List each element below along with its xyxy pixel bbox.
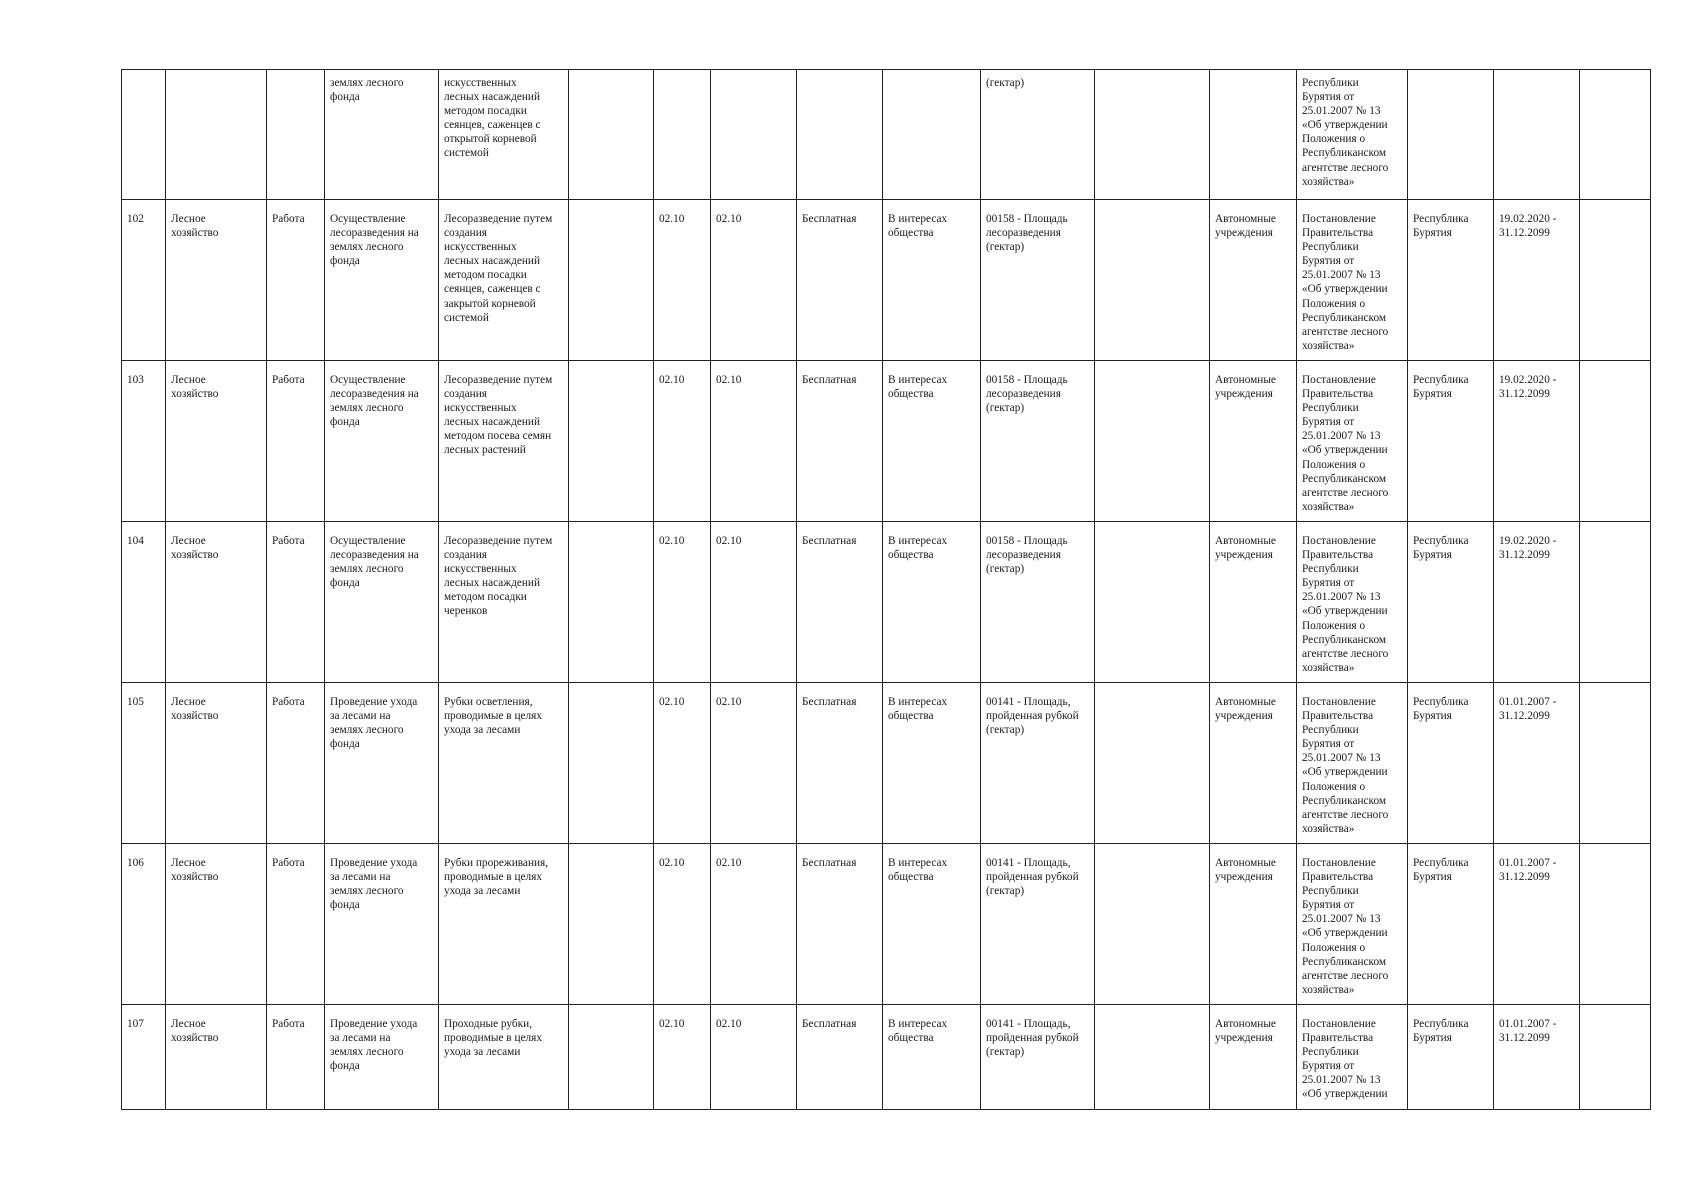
sector-text: Лесное хозяйство [171, 696, 219, 723]
legal-basis-text: Республики Бурятия от 25.01.2007 № 13 «Об утверждении Положения о Республиканском агентстве лесного хозяйства» [1302, 77, 1389, 188]
legal-basis-cell [1297, 1005, 1408, 1110]
kind-cell [267, 683, 325, 844]
code-text: 02.10 [659, 857, 685, 869]
payment-type-cell [797, 844, 883, 1005]
empty-cell [1095, 844, 1210, 1005]
row-number-text: 104 [127, 535, 144, 547]
consumer-cell [883, 522, 981, 683]
legal-basis-cell [1297, 683, 1408, 844]
level-text: Республика Бурятия [1413, 535, 1469, 562]
code-cell [654, 200, 711, 361]
service-content-cell [439, 522, 569, 683]
payment-type-text: Бесплатная [802, 535, 857, 547]
empty-cell [1580, 683, 1651, 844]
empty-cell [1580, 522, 1651, 683]
consumer-cell [883, 1005, 981, 1110]
institution-type-cell [1210, 522, 1297, 683]
service-content-cell [439, 683, 569, 844]
legal-basis-cell [1297, 844, 1408, 1005]
registry-table [121, 69, 1651, 1110]
level-text: Республика Бурятия [1413, 696, 1469, 723]
service-name-cell [325, 1005, 439, 1110]
validity-period-cell [1494, 361, 1580, 522]
payment-type-cell [797, 70, 883, 200]
service-content-cell [439, 1005, 569, 1110]
code-text: 02.10 [659, 535, 685, 547]
empty-cell [1095, 70, 1210, 200]
payment-type-text: Бесплатная [802, 857, 857, 869]
validity-period-cell [1494, 844, 1580, 1005]
validity-period-text: 19.02.2020 - 31.12.2099 [1499, 213, 1557, 240]
payment-type-cell [797, 200, 883, 361]
institution-type-cell [1210, 200, 1297, 361]
indicator-text: 00158 - Площадь лесоразведения (гектар) [986, 213, 1068, 254]
payment-type-text: Бесплатная [802, 374, 857, 386]
kind-text: Работа [272, 696, 305, 708]
legal-basis-cell [1297, 522, 1408, 683]
empty-cell [569, 844, 654, 1005]
validity-period-text: 19.02.2020 - 31.12.2099 [1499, 535, 1557, 562]
legal-basis-text: Постановление Правительства Республики Бурятия от 25.01.2007 № 13 «Об утверждении [1302, 1018, 1388, 1101]
payment-type-cell [797, 683, 883, 844]
institution-type-text: Автономные учреждения [1215, 535, 1276, 562]
validity-period-text: 01.01.2007 - 31.12.2099 [1499, 857, 1557, 884]
kind-cell [267, 200, 325, 361]
code-cell [711, 844, 797, 1005]
kind-text: Работа [272, 535, 305, 547]
level-cell [1408, 70, 1494, 200]
sector-cell [166, 683, 267, 844]
sector-text: Лесное хозяйство [171, 857, 219, 884]
service-content-text: искусственных лесных насаждений методом посадки сеянцев, саженцев с открытой корневой системой [444, 77, 541, 160]
service-name-cell [325, 844, 439, 1005]
kind-cell [267, 70, 325, 200]
level-cell [1408, 1005, 1494, 1110]
payment-type-cell [797, 522, 883, 683]
service-content-text: Рубки осветления, проводимые в целях ухода за лесами [444, 696, 542, 737]
kind-text: Работа [272, 213, 305, 225]
code-cell [711, 683, 797, 844]
service-content-cell [439, 200, 569, 361]
service-content-text: Лесоразведение путем создания искусственных лесных насаждений методом посадки сеянцев, саженцев с закрытой корневой системой [444, 213, 553, 324]
indicator-text: 00158 - Площадь лесоразведения (гектар) [986, 535, 1068, 576]
validity-period-cell [1494, 70, 1580, 200]
table-row [122, 1005, 1651, 1110]
validity-period-text: 01.01.2007 - 31.12.2099 [1499, 696, 1557, 723]
consumer-text: В интересах общества [888, 535, 948, 562]
sector-cell [166, 522, 267, 683]
row-number-cell [122, 1005, 166, 1110]
empty-cell [1095, 683, 1210, 844]
code-cell [654, 522, 711, 683]
validity-period-text: 19.02.2020 - 31.12.2099 [1499, 374, 1557, 401]
empty-cell [569, 200, 654, 361]
level-text: Республика Бурятия [1413, 1018, 1469, 1045]
sector-text: Лесное хозяйство [171, 213, 219, 240]
sector-text: Лесное хозяйство [171, 1018, 219, 1045]
row-number-text: 102 [127, 213, 144, 225]
service-name-text: Осуществление лесоразведения на землях лесного фонда [330, 213, 419, 268]
legal-basis-text: Постановление Правительства Республики Бурятия от 25.01.2007 № 13 «Об утверждении Положения о Республиканском агентстве лесного хозяйства» [1302, 213, 1389, 352]
code-text: 02.10 [659, 1018, 685, 1030]
code-cell [654, 683, 711, 844]
table-row [122, 683, 1651, 844]
institution-type-cell [1210, 844, 1297, 1005]
row-number-text: 107 [127, 1018, 144, 1030]
consumer-text: В интересах общества [888, 374, 948, 401]
legal-basis-cell [1297, 361, 1408, 522]
payment-type-cell [797, 361, 883, 522]
indicator-cell [981, 844, 1095, 1005]
service-content-cell [439, 361, 569, 522]
code-cell [711, 200, 797, 361]
code-cell [711, 361, 797, 522]
row-number-cell [122, 361, 166, 522]
empty-cell [1095, 1005, 1210, 1110]
consumer-cell [883, 70, 981, 200]
validity-period-cell [1494, 683, 1580, 844]
consumer-cell [883, 683, 981, 844]
payment-type-text: Бесплатная [802, 213, 857, 225]
service-name-cell [325, 70, 439, 200]
sector-cell [166, 844, 267, 1005]
level-cell [1408, 844, 1494, 1005]
service-content-text: Лесоразведение путем создания искусственных лесных насаждений методом посева семян лесных растений [444, 374, 553, 457]
service-name-text: Осуществление лесоразведения на землях лесного фонда [330, 374, 419, 429]
legal-basis-text: Постановление Правительства Республики Бурятия от 25.01.2007 № 13 «Об утверждении Положения о Республиканском агентстве лесного хозяйства» [1302, 535, 1389, 674]
code-cell [654, 361, 711, 522]
indicator-cell [981, 200, 1095, 361]
service-name-cell [325, 200, 439, 361]
code-text: 02.10 [716, 1018, 742, 1030]
indicator-cell [981, 522, 1095, 683]
row-number-text: 103 [127, 374, 144, 386]
code-text: 02.10 [716, 213, 742, 225]
level-cell [1408, 522, 1494, 683]
legal-basis-text: Постановление Правительства Республики Бурятия от 25.01.2007 № 13 «Об утверждении Положения о Республиканском агентстве лесного хозяйства» [1302, 857, 1389, 996]
indicator-text: 00141 - Площадь, пройденная рубкой (гектар) [986, 1018, 1079, 1059]
row-number-text: 105 [127, 696, 144, 708]
institution-type-text: Автономные учреждения [1215, 374, 1276, 401]
table-row [122, 200, 1651, 361]
empty-cell [569, 1005, 654, 1110]
institution-type-text: Автономные учреждения [1215, 857, 1276, 884]
code-text: 02.10 [716, 857, 742, 869]
service-name-text: Проведение ухода за лесами на землях лесного фонда [330, 1018, 418, 1073]
institution-type-text: Автономные учреждения [1215, 696, 1276, 723]
sector-cell [166, 200, 267, 361]
code-text: 02.10 [659, 213, 685, 225]
level-text: Республика Бурятия [1413, 857, 1469, 884]
row-number-cell [122, 70, 166, 200]
legal-basis-text: Постановление Правительства Республики Бурятия от 25.01.2007 № 13 «Об утверждении Положения о Республиканском агентстве лесного хозяйства» [1302, 374, 1389, 513]
code-text: 02.10 [659, 374, 685, 386]
empty-cell [569, 522, 654, 683]
level-cell [1408, 361, 1494, 522]
kind-cell [267, 522, 325, 683]
code-cell [711, 70, 797, 200]
consumer-cell [883, 200, 981, 361]
row-number-cell [122, 200, 166, 361]
consumer-text: В интересах общества [888, 1018, 948, 1045]
row-number-text: 106 [127, 857, 144, 869]
empty-cell [1580, 361, 1651, 522]
kind-cell [267, 1005, 325, 1110]
code-cell [711, 1005, 797, 1110]
service-name-text: землях лесного фонда [330, 77, 404, 104]
indicator-cell [981, 70, 1095, 200]
institution-type-text: Автономные учреждения [1215, 1018, 1276, 1045]
kind-text: Работа [272, 1018, 305, 1030]
consumer-text: В интересах общества [888, 696, 948, 723]
service-name-cell [325, 522, 439, 683]
code-text: 02.10 [716, 374, 742, 386]
empty-cell [569, 361, 654, 522]
indicator-text: 00141 - Площадь, пройденная рубкой (гектар) [986, 696, 1079, 737]
code-text: 02.10 [716, 535, 742, 547]
indicator-text: 00158 - Площадь лесоразведения (гектар) [986, 374, 1068, 415]
kind-text: Работа [272, 857, 305, 869]
service-name-cell [325, 361, 439, 522]
sector-cell [166, 1005, 267, 1110]
service-name-cell [325, 683, 439, 844]
table-row [122, 361, 1651, 522]
validity-period-cell [1494, 1005, 1580, 1110]
empty-cell [1580, 844, 1651, 1005]
level-text: Республика Бурятия [1413, 374, 1469, 401]
service-name-text: Проведение ухода за лесами на землях лесного фонда [330, 696, 418, 751]
empty-cell [1580, 200, 1651, 361]
validity-period-text: 01.01.2007 - 31.12.2099 [1499, 1018, 1557, 1045]
validity-period-cell [1494, 200, 1580, 361]
indicator-text: 00141 - Площадь, пройденная рубкой (гектар) [986, 857, 1079, 898]
sector-text: Лесное хозяйство [171, 535, 219, 562]
empty-cell [1095, 522, 1210, 683]
row-number-cell [122, 683, 166, 844]
level-cell [1408, 200, 1494, 361]
empty-cell [1095, 200, 1210, 361]
kind-text: Работа [272, 374, 305, 386]
registry-body [122, 70, 1651, 1110]
code-cell [654, 844, 711, 1005]
empty-cell [569, 683, 654, 844]
legal-basis-text: Постановление Правительства Республики Бурятия от 25.01.2007 № 13 «Об утверждении Положения о Республиканском агентстве лесного хозяйства» [1302, 696, 1389, 835]
validity-period-cell [1494, 522, 1580, 683]
empty-cell [569, 70, 654, 200]
service-content-cell [439, 70, 569, 200]
consumer-cell [883, 844, 981, 1005]
payment-type-text: Бесплатная [802, 696, 857, 708]
table-row [122, 522, 1651, 683]
code-cell [711, 522, 797, 683]
institution-type-cell [1210, 70, 1297, 200]
sector-cell [166, 361, 267, 522]
institution-type-cell [1210, 361, 1297, 522]
code-cell [654, 70, 711, 200]
empty-cell [1095, 361, 1210, 522]
service-content-cell [439, 844, 569, 1005]
indicator-cell [981, 361, 1095, 522]
code-text: 02.10 [716, 696, 742, 708]
institution-type-cell [1210, 1005, 1297, 1110]
service-name-text: Осуществление лесоразведения на землях лесного фонда [330, 535, 419, 590]
institution-type-text: Автономные учреждения [1215, 213, 1276, 240]
service-name-text: Проведение ухода за лесами на землях лесного фонда [330, 857, 418, 912]
sector-cell [166, 70, 267, 200]
indicator-cell [981, 1005, 1095, 1110]
indicator-text: (гектар) [986, 77, 1025, 89]
table-row [122, 844, 1651, 1005]
row-number-cell [122, 844, 166, 1005]
level-cell [1408, 683, 1494, 844]
kind-cell [267, 844, 325, 1005]
payment-type-cell [797, 1005, 883, 1110]
consumer-text: В интересах общества [888, 213, 948, 240]
indicator-cell [981, 683, 1095, 844]
consumer-cell [883, 361, 981, 522]
service-content-text: Проходные рубки, проводимые в целях ухода за лесами [444, 1018, 542, 1059]
empty-cell [1580, 70, 1651, 200]
institution-type-cell [1210, 683, 1297, 844]
level-text: Республика Бурятия [1413, 213, 1469, 240]
table-row [122, 70, 1651, 200]
sector-text: Лесное хозяйство [171, 374, 219, 401]
row-number-cell [122, 522, 166, 683]
legal-basis-cell [1297, 70, 1408, 200]
service-content-text: Лесоразведение путем создания искусственных лесных насаждений методом посадки черенков [444, 535, 553, 618]
code-text: 02.10 [659, 696, 685, 708]
kind-cell [267, 361, 325, 522]
payment-type-text: Бесплатная [802, 1018, 857, 1030]
code-cell [654, 1005, 711, 1110]
service-content-text: Рубки прореживания, проводимые в целях ухода за лесами [444, 857, 549, 898]
legal-basis-cell [1297, 200, 1408, 361]
empty-cell [1580, 1005, 1651, 1110]
consumer-text: В интересах общества [888, 857, 948, 884]
